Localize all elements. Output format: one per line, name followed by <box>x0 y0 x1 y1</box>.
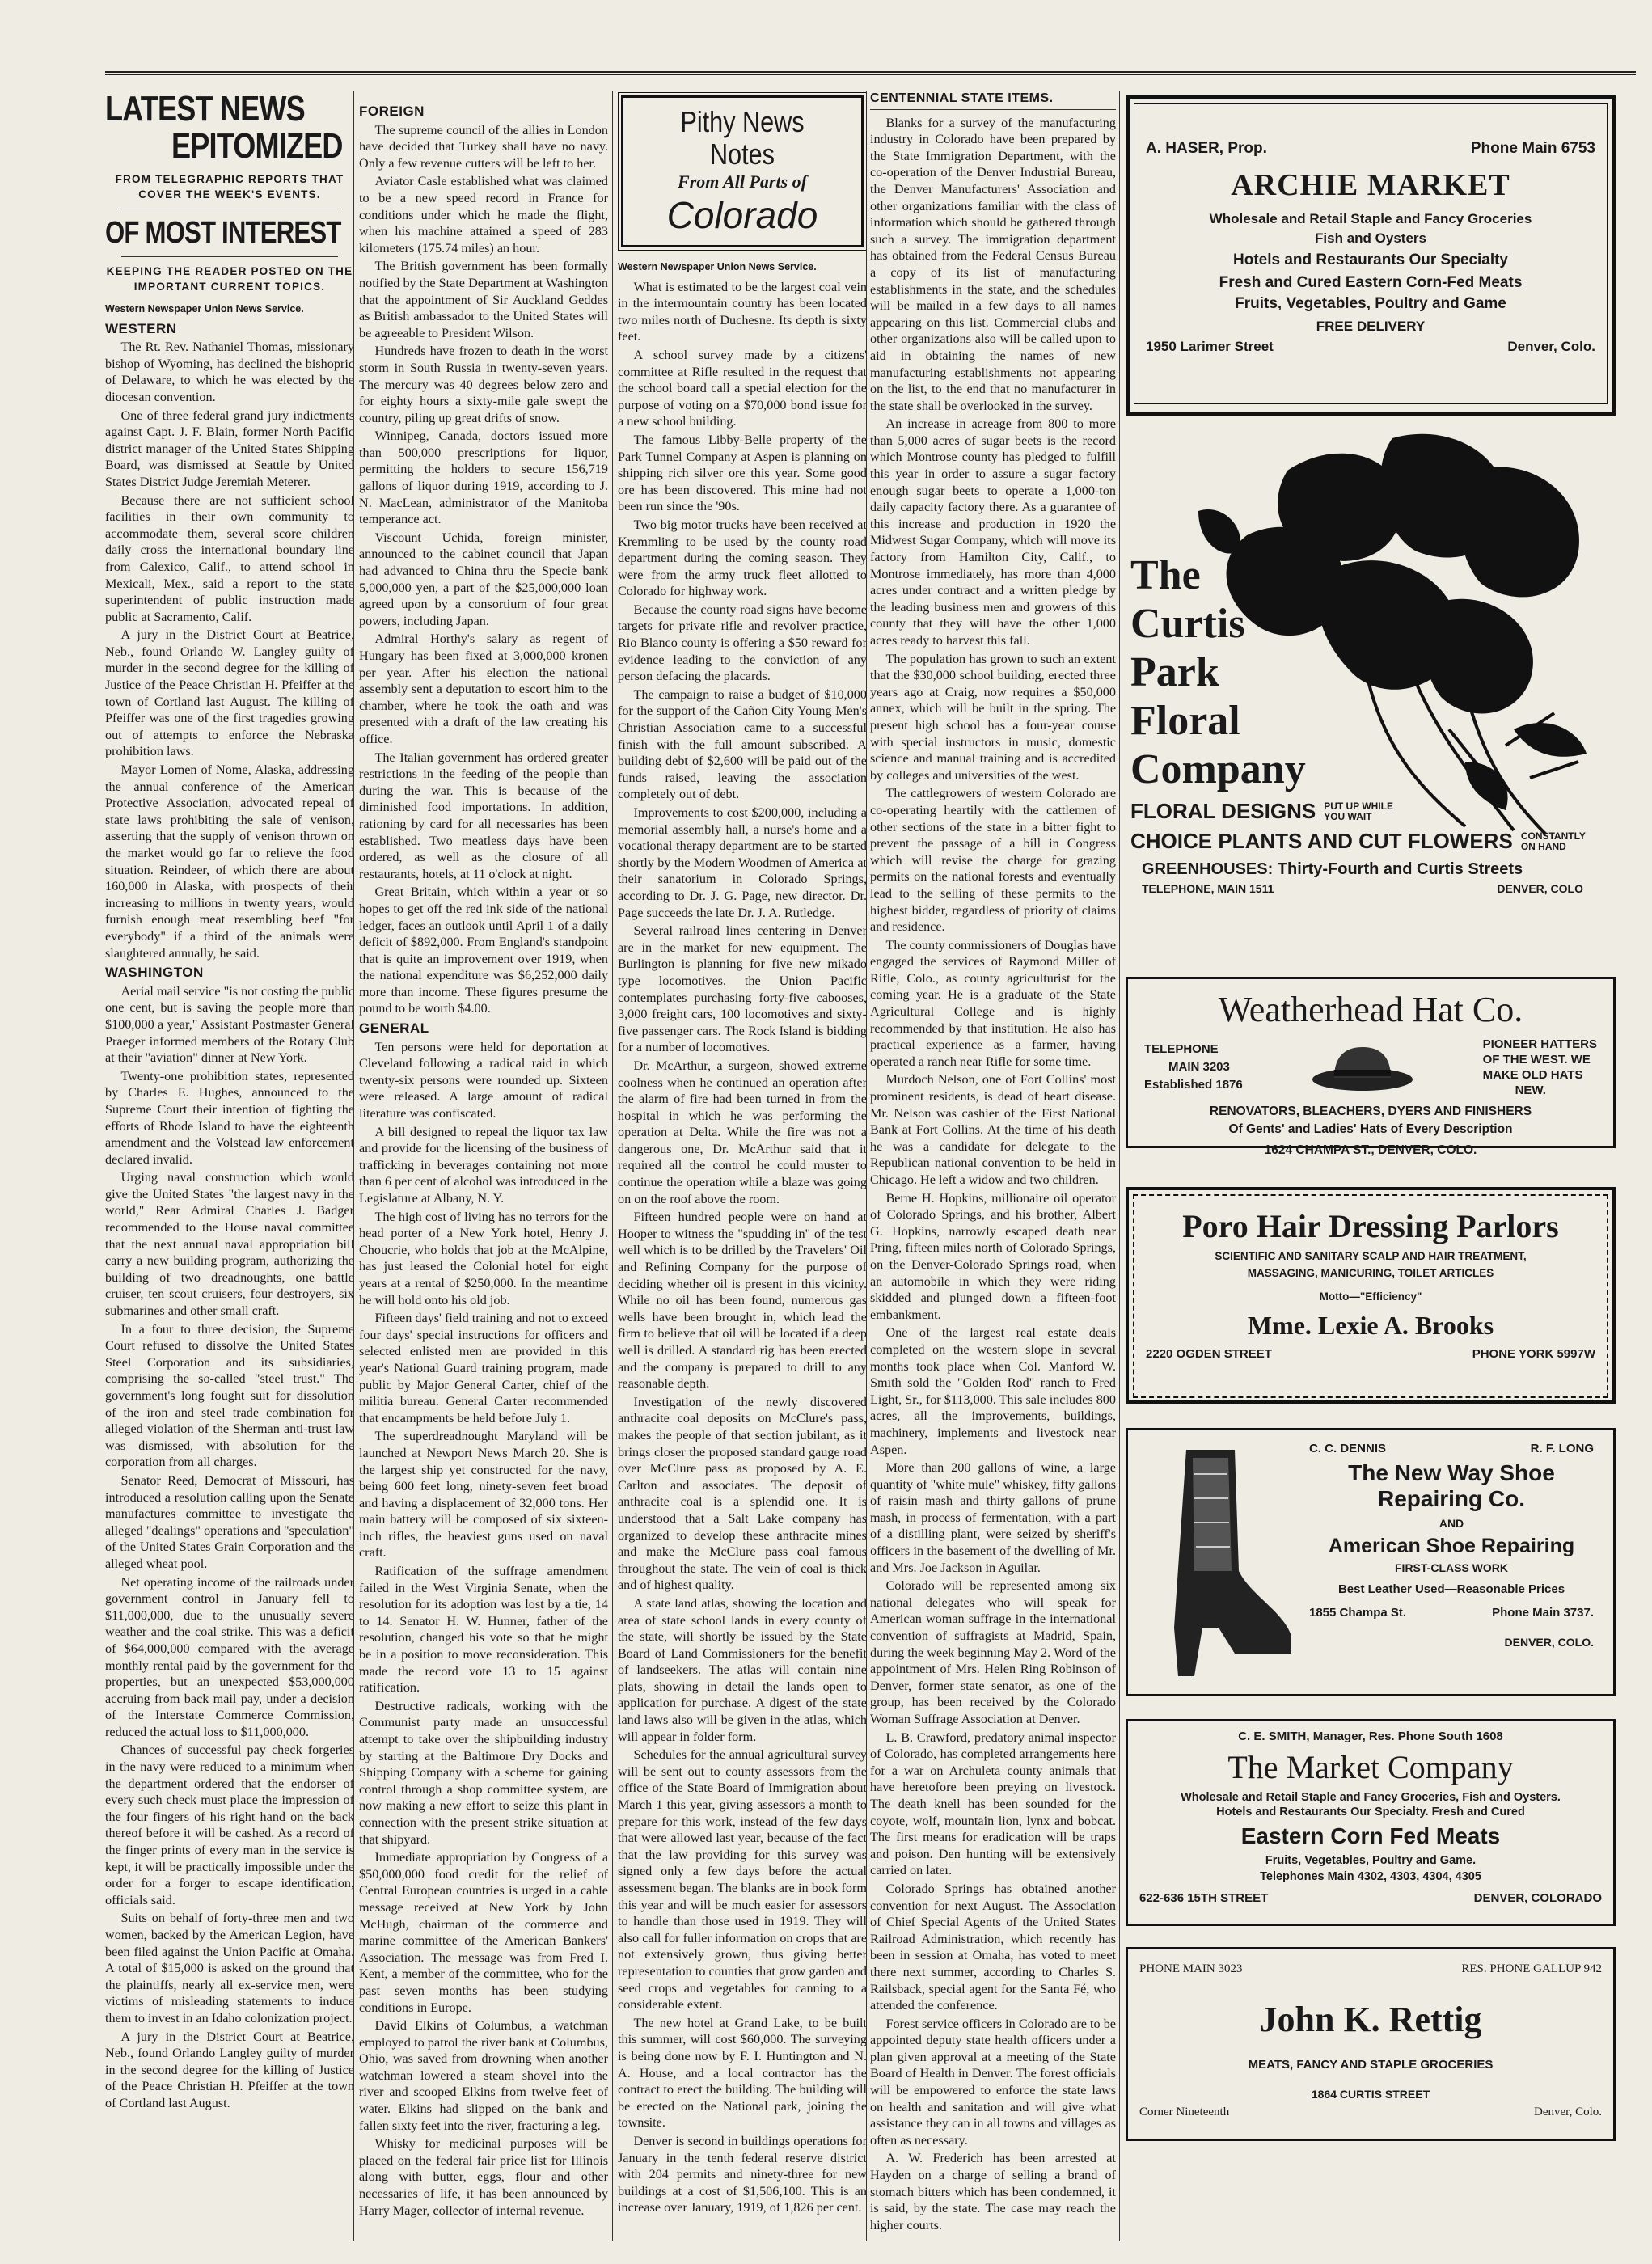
curtis-l3: Park <box>1130 649 1219 695</box>
ad-curtis-park-floral <box>1126 422 1616 949</box>
curtis-telephone: TELEPHONE, MAIN 1511 <box>1142 882 1274 895</box>
article-paragraph: Urging naval construction which would give the United States "the largest navy in the world," Rear Admiral Charles J. Badger recommended to the House naval committee that the next annual naval appropriation bill carry a new building program, authorizing the building of two dreadnoughts, one battle cruiser, ten scout cruisers, four destroyers, six submarines and other small craft. <box>105 1170 354 1319</box>
ad-shoe-repair <box>1126 1428 1616 1696</box>
column-rule <box>866 91 867 2241</box>
market-city: DENVER, COLORADO <box>1473 1891 1602 1905</box>
rettig-phone: PHONE MAIN 3023 <box>1139 1962 1243 1975</box>
pithy-articles <box>618 279 867 2216</box>
column-foreign-general <box>359 91 608 2241</box>
poro-name: Poro Hair Dressing Parlors <box>1182 1208 1559 1244</box>
pithy-news-box <box>621 95 864 247</box>
article-paragraph: Berne H. Hopkins, millionaire oil operator of Colorado Springs, and his brother, Albert G. Hopkins, narrowly escaped death near Pring, fifteen miles north of Colorado Springs, on the Denver-Colorado Springs road, when an automobile in which they were riding skidded and plunged down a fifteen-foot embankment. <box>870 1190 1116 1322</box>
article-paragraph: The population has grown to such an extent that the $30,000 school building, erected three years ago at Craig, now requires a $50,000 annex, which will be built in the spring. The present high school has a four-year course with special instructors in music, domestic science and manual training and is accredited by colleges and universities of the west. <box>870 651 1116 783</box>
poro-line2: MASSAGING, MANICURING, TOILET ARTICLES <box>1247 1267 1494 1279</box>
subheading-telegraphic: FROM TELEGRAPHIC REPORTS THAT COVER THE WEEK'S EVENTS. <box>115 173 344 201</box>
market-line3: Fruits, Vegetables, Poultry and Game. <box>1265 1854 1477 1867</box>
pithy-subtitle: From All Parts of <box>678 171 807 192</box>
article-paragraph: Winnipeg, Canada, doctors issued more than 500,000 prescriptions for liquor, permitting the holders to secure 156,719 gallons of liquor during 1919, according to J. N. MacLean, administrator of the Manitoba temperance act. <box>359 429 608 527</box>
archie-phone: Phone Main 6753 <box>1470 140 1595 157</box>
article-paragraph: Aerial mail service "is not costing the public one cent, but is saving the people more than $100,000 a year," Assistant Postmaster General Praeger informed members of the Rotary Club at their "aviation" dinner at New York. <box>105 983 354 1066</box>
rettig-name: John K. Rettig <box>1259 2000 1482 2039</box>
shoe-address: 1855 Champa St. <box>1309 1606 1407 1620</box>
heading-most-interest: OF MOST INTEREST <box>105 216 341 250</box>
article-paragraph: One of the largest real estate deals completed on the western slope in several months took place when Col. Manford W. Smith sold the "Golden Rod" ranch to Fred Light, Sr., for $113,000. This sale includes 800 acres, all the improvements, buildings, machinery, implements and livestock near Aspen. <box>870 1325 1116 1457</box>
page-top-rule <box>105 71 1636 75</box>
article-paragraph: The high cost of living has no terrors for the head porter of a New York hotel, Henry J. Choucrie, who holds that job at the McAlpine, has just leased the Colonial hotel for eight years at a rental of $250,000. In the meantime he will hold onto his old job. <box>359 1209 608 1307</box>
article-paragraph: Net operating income of the railroads under government control in January fell to $11,000,000, due to the unusually severe weather and the coal strike. This was a deficit of $64,000,000 compared with the average monthly rental paid by the government for the properties, but an unexpected $53,000,000 accruing from back mail pay, under a decision of the Interstate Commerce Commission, reduced the actual loss to $11,000,000. <box>105 1574 354 1739</box>
curtis-l5: Company <box>1130 746 1306 792</box>
article-paragraph: Two big motor trucks have been received at Kremmling to be used by the county road department during the coming season. They were from the army truck fleet allotted to Colorado for highway work. <box>618 517 867 599</box>
column-pithy-news <box>618 91 867 2241</box>
curtis-l1: The <box>1130 552 1201 598</box>
shoe-city: DENVER, COLO. <box>1504 1636 1594 1649</box>
weatherhead-right1: PIONEER HATTERS <box>1482 1037 1597 1051</box>
shoe-name2: Repairing Co. <box>1377 1486 1525 1511</box>
curtis-city: DENVER, COLO <box>1497 882 1583 895</box>
divider <box>121 256 338 257</box>
ad-john-rettig <box>1126 1947 1616 2141</box>
curtis-footer <box>1126 799 1616 895</box>
article-paragraph: Suits on behalf of forty-three men and two women, backed by the American Legion, have been filed against the Union Pacific at Omaha. A total of $15,000 is asked on the ground that the plaintiffs, nearly all ex-service men, were victims of misleading statements to induce them to invest in an Idaho colonization project. <box>105 1911 354 2025</box>
curtis-l4: Floral <box>1130 698 1240 744</box>
article-paragraph: Fifteen hundred people were on hand at Hooper to witness the "spudding in" of the test well which is to be drilled by the Travelers' Oil and Refining Company for the purpose of deciding whether oil is present in this vicinity. While no oil has been found, numerous gas wells have been brought in, which lead the firm to believe that oil will be located if a deep well is drilled. A standard rig has been erected and the company is prepared to drill to any reasonable depth. <box>618 1210 867 1392</box>
article-paragraph: Great Britain, which within a year or so hopes to get off the red ink side of the national ledger, faces an outlook until April 1 of a daily deficit of $892,000. From England's standpoint that is quite an improvement over 1919, when the national expenditure was $6,252,000 daily more than income. These figures presume the pound to be worth $4.00. <box>359 885 608 1016</box>
article-paragraph: Chances of successful pay check forgeries in the navy were reduced to a minimum when the department ordered that the endorser of every such check must place the impression of the four fingers of his right hand on the back thereof before it will be cashed. As a record of the finger prints of every man in the service is kept, it will be practically impossible under the order for a forger to escape identification, officials said. <box>105 1742 354 1907</box>
ad-market-company <box>1126 1719 1616 1926</box>
poro-line1: SCIENTIFIC AND SANITARY SCALP AND HAIR TREATMENT, <box>1215 1250 1527 1262</box>
shoe-phone: Phone Main 3737. <box>1492 1606 1594 1620</box>
weatherhead-address: 1624 CHAMPA ST., DENVER, COLO. <box>1264 1143 1477 1157</box>
shoe-name3: American Shoe Repairing <box>1328 1535 1575 1557</box>
article-paragraph: In a four to three decision, the Supreme Court refused to dissolve the United States Steel Corporation and its subsidiaries, comprising the so-called "steel trust." The government's long fought suit for dissolution of the iron and steel trade combination for alleged violation of the Sherman anti-trust law was dismissed, with absolution for the corporation from all charges. <box>105 1321 354 1470</box>
article-paragraph: What is estimated to be the largest coal vein in the intermountain country has been located two miles north of Duchesne. Its depth is sixty feet. <box>618 279 867 344</box>
article-paragraph: Dr. McArthur, a surgeon, showed extreme coolness when he continued an operation after the alarm of fire had been turned in from the hospital in which he was performing the operation at Delta. While the fire was not a dangerous one, Dr. McArthur said that it required all the control he could muster to continue the operation while a blaze was going on on the roof above the room. <box>618 1058 867 1206</box>
article-paragraph: Viscount Uchida, foreign minister, announced to the cabinet council that Japan had advanced to China thru the Specie bank 5,000,000 yen, a part of the $25,000,000 loan agreed upon by a consortium of four great powers, including Japan. <box>359 530 608 628</box>
heading-epitomized: EPITOMIZED <box>171 126 343 166</box>
article-paragraph: A jury in the District Court at Beatrice, Neb., found Orlando W. Langley guilty of murder in the second degree for the killing of Justice of the Peace Christian H. Pfeiffer at the town of Cortland last August. The killing of Pfeiffer was one of the first tragedies growing out of attempts to enforce the Nebraska prohibition laws. <box>105 627 354 759</box>
article-paragraph: Murdoch Nelson, one of Fort Collins' most prominent residents, is dead of heart disease. Mr. Nelson was cashier of the First National Bank at Fort Collins. At the time of his death he was a candidate for delegate to the Republican national convention to be held in Chicago. He left a widow and two children. <box>870 1072 1116 1187</box>
archie-line5: Fruits, Vegetables, Poultry and Game <box>1235 295 1506 312</box>
byline: Western Newspaper Union News Service. <box>618 261 817 272</box>
article-paragraph: Denver is second in buildings operations for January in the tenth federal reserve district with 204 permits and ninety-three for new buildings at a cost of $1,506,100. This is an increase over January, 1919, of 1,826 per cent. <box>618 2133 867 2215</box>
weatherhead-services2: Of Gents' and Ladies' Hats of Every Description <box>1228 1122 1513 1136</box>
archie-address: 1950 Larimer Street <box>1146 339 1274 354</box>
western-articles <box>105 339 354 961</box>
article-paragraph: Schedules for the annual agricultural survey will be sent out to county assessors from the office of the State Board of Immigration about March 1 this year, giving assessors a month to prepare for this work, instead of the few days that were allowed last year, because of the fact that the law providing for this survey was signed only a few days before the actual assessment began. The blanks are in book form this year and will be much easier for assessors to handle than those used in 1919. They will also call for fuller information on crops that are not extensively grown, thus giving better representation to counties that grow garden and seed crops and vegetables for canning to a considerable extent. <box>618 1747 867 2013</box>
column-rule <box>1119 91 1120 2241</box>
rettig-address: 1864 CURTIS STREET <box>1311 2088 1430 2101</box>
column-latest-news <box>105 91 354 2241</box>
rettig-corner: Corner Nineteenth <box>1139 2106 1230 2118</box>
market-address: 622-636 15TH STREET <box>1139 1891 1269 1905</box>
weatherhead-services: RENOVATORS, BLEACHERS, DYERS AND FINISHERS <box>1209 1105 1532 1118</box>
article-paragraph: David Elkins of Columbus, a watchman employed to patrol the river bank at Columbus, Ohio, was saved from drowning when another watchman lowered a steam shovel into the river and scooped Elkins from twelve feet of water. Elkins had slipped on the bank and fallen sixty feet into the river, fracturing a leg. <box>359 2018 608 2133</box>
section-foreign: FOREIGN <box>359 103 425 119</box>
article-paragraph: Destructive radicals, working with the Communist party made an unsuccessful attempt to take over the shipbuilding industry by starting at the Baltimore Dry Docks and Shipping Company with a scheme for gaining control through a shop committee system, are now making a new effort to seize this plant in connection with the present strike situation at that shipyard. <box>359 1698 608 1847</box>
shoe-name1: The New Way Shoe <box>1348 1460 1555 1485</box>
article-paragraph: Colorado will be represented among six national delegates who will speak for American woman suffrage in the international convention of suffragists at Madrid, Spain, during the week beginning May 2. Word of the appointment of Mrs. Helen Ring Robinson of Denver, former state senator, as one of the group, has been received by the Colorado Woman Suffrage Association at Denver. <box>870 1578 1116 1726</box>
hat-icon <box>1310 1039 1415 1096</box>
washington-articles <box>105 983 354 2112</box>
archie-line3: Hotels and Restaurants Our Specialty <box>1233 251 1508 268</box>
shoe-and: AND <box>1439 1517 1464 1530</box>
rettig-res-phone: RES. PHONE GALLUP 942 <box>1461 1962 1602 1975</box>
article-paragraph: Senator Reed, Democrat of Missouri, has introduced a resolution calling upon the Senate manufactures committee to investigate the alleged "dealings" operations and "speculation" of the United States Grain Corporation and the alleged wheat pool. <box>105 1472 354 1571</box>
article-paragraph: An increase in acreage from 800 to more than 5,000 acres of sugar beets is the record which Montrose county has pledged to fulfill this year in order to assure a sugar factory enough sugar beets to operate a 1,000-ton daily capacity factory there. As a guarantee of this increase and production in 1920 the Midwest Sugar Company, which will move its factory from Hamilton City, Calif., to Montrose immediately, has more than 4,000 acres under contract and a written pledge by the leading business men and growers of this county that they will have the other 1,000 acres ready to harvest this fall. <box>870 416 1116 648</box>
curtis-designs-note: PUT UP WHILE YOU WAIT <box>1324 800 1393 822</box>
article-paragraph: Hundreds have frozen to death in the worst storm in South Russia in twenty-seven years. The mercury was 40 degrees below zero and for eighty hours a sixty-mile gale swept the country, piling up great drifts of snow. <box>359 344 608 425</box>
market-line2: Hotels and Restaurants Our Specialty. Fresh and Cured <box>1216 1806 1525 1818</box>
poro-phone: PHONE YORK 5997W <box>1472 1347 1595 1361</box>
article-paragraph: Because there are not sufficient school facilities in their own community to accommodate them, several score children daily cross the international boundary line from Calexico, Calif., to attend school in Mexicali, Mex., said a report to the state superintendent of public instruction made public at Sacramento, Calif. <box>105 492 354 624</box>
section-western: WESTERN <box>105 320 177 336</box>
market-meats: Eastern Corn Fed Meats <box>1240 1823 1501 1848</box>
article-paragraph: Immediate appropriation by Congress of a $50,000,000 food credit for the relief of Central European countries is urged in a cable message received at New York by John McHugh, chairman of the commerce and marine committee of the American Bankers' Association. The message was from Fred I. Kent, a member of the committee, who for the past seven months has been studying conditions in Europe. <box>359 1850 608 2015</box>
article-paragraph: Forest service officers in Colorado are to be appointed deputy state health officers under a plan given approval at a meeting of the State Board of Health in Denver. The forest officials will be empowered to enforce the state laws on health and sanitation and will give what assistance they can in all towns and villages as often as necessary. <box>870 2016 1116 2148</box>
article-paragraph: Improvements to cost $200,000, including a memorial assembly hall, a nurse's home and a vocational therapy department are to be started shortly by the Modern Woodmen of America at their sanatorium in Colorado Springs, according to Dr. J. G. Page, new director. Dr. Page succeeds the late Dr. J. A. Rutledge. <box>618 805 867 920</box>
curtis-designs: FLORAL DESIGNS <box>1130 799 1316 823</box>
article-paragraph: A. W. Frederich has been arrested at Hayden on a charge of selling a brand of stomach bitters which has been condemned, it is said, by the state. The case may reach the higher courts. <box>870 2151 1116 2232</box>
article-paragraph: The campaign to raise a budget of $10,000 for the support of the Cañon City Young Men's Christian Association came to a successful finish with the full amount subscribed. A building debt of $2,600 will be paid out of the funds raised, leaving the association completely out of debt. <box>618 686 867 802</box>
archie-name: ARCHIE MARKET <box>1231 168 1510 202</box>
weatherhead-name: Weatherhead Hat Co. <box>1218 990 1523 1029</box>
foreign-articles <box>359 122 608 1017</box>
market-phones: Telephones Main 4302, 4303, 4304, 4305 <box>1260 1870 1481 1883</box>
article-paragraph: A state land atlas, showing the location and area of state school lands in every county of the state, will shortly be issued by the State Board of Land Commissioners for the benefit of landseekers. The atlas will contain nine plats, showing in detail the lands open to application for purchase. A digest of the state land laws also will be given in the atlas, which will appear in folder form. <box>618 1595 867 1744</box>
poro-motto: Motto—"Efficiency" <box>1319 1290 1422 1303</box>
article-paragraph: The Rt. Rev. Nathaniel Thomas, missionary bishop of Wyoming, has declined the bishopric of Delaware, to which he was elected by the diocesan convention. <box>105 340 354 404</box>
curtis-greenhouses: GREENHOUSES: Thirty-Fourth and Curtis Streets <box>1142 860 1523 878</box>
article-paragraph: A bill designed to repeal the liquor tax law and provide for the licensing of the business of trafficking in beverages containing not more than 6 per cent of alcohol was introduced in the Legislature at Albany, N. Y. <box>359 1124 608 1206</box>
ad-weatherhead-hat <box>1126 977 1616 1157</box>
article-paragraph: Twenty-one prohibition states, represented by Charles E. Hughes, announced to the Supreme Court their intention of fighting the efforts of Rhode Island to have the eighteenth amendment and the Volstead law enforcement declared invalid. <box>105 1068 354 1167</box>
archie-delivery: FREE DELIVERY <box>1316 319 1426 334</box>
article-paragraph: Ten persons were held for deportation at Cleveland following a radical raid in which twenty-six persons were rounded up. Sixteen were released. A large amount of radical literature was confiscated. <box>359 1039 608 1121</box>
curtis-name-block <box>1130 551 1306 794</box>
archie-line1: Wholesale and Retail Staple and Fancy Groceries <box>1209 211 1532 226</box>
subheading-keeping-posted: KEEPING THE READER POSTED ON THE IMPORTANT CURRENT TOPICS. <box>106 265 353 293</box>
section-general: GENERAL <box>359 1020 429 1037</box>
article-paragraph: Mayor Lomen of Nome, Alaska, addressing the annual conference of the American Protective Association, advocated repeal of state laws prohibiting the sale of venison, asserting that the supply of venison thrown on the market would go far to relieve the food situation. Reindeer, of which there are about 160,000 in Alaska, with prospects of their increasing to millions in twenty years, would furnish enough meat resembling beef "for everybody" if a third of the animals were slaughtered annually, he said. <box>105 762 354 961</box>
general-articles <box>359 1039 608 2220</box>
article-paragraph: Admiral Horthy's salary as regent of Hungary has been fixed at 3,000,000 kronen per year. After his election the national assembly sent a deputation to escort him to the chamber, where he took the oath and was presented with a draft of the law creating his office. <box>359 631 608 746</box>
market-line1: Wholesale and Retail Staple and Fancy Groceries, Fish and Oysters. <box>1181 1791 1561 1804</box>
archie-line2: Fish and Oysters <box>1315 230 1426 246</box>
article-paragraph: Fifteen days' field training and not to exceed four days' special instructions for officers and selected enlisted men are provided in this year's National Guard training program, made public by Major General Carter, chief of the militia bureau. General Carter recommended that encampments be held before July 1. <box>359 1311 608 1426</box>
market-manager: C. E. SMITH, Manager, Res. Phone South 1608 <box>1238 1730 1503 1743</box>
archie-prop: A. HASER, Prop. <box>1146 140 1267 157</box>
weatherhead-right4: NEW. <box>1515 1083 1546 1097</box>
article-paragraph: Several railroad lines centering in Denver are in the market for new equipment. The Burlington is planning for five new mikado type locomotives. the Union Pacific contemplates purchasing forty-five cabooses, 3,000 freight cars, 100 locomotives and sixty-five passenger cars. The Rock Island is bidding for a number of locomotives. <box>618 923 867 1055</box>
shoe-right: R. F. LONG <box>1530 1442 1594 1455</box>
article-paragraph: The new hotel at Grand Lake, to be built this summer, will cost $60,000. The surveying is being done now by F. I. Huntington and N. A. House, and a local contractor has the contract to erect the building. The building will be erected on the National park, joining the townsite. <box>618 2015 867 2131</box>
shoe-work: FIRST-CLASS WORK <box>1395 1561 1508 1574</box>
article-paragraph: L. B. Crawford, predatory animal inspector of Colorado, has completed arrangements here for a war on Archuleta county animals that have heretofore been preying on livestock. The death knell has been sounded for the coyote, wolf, mountain lion, lynx and bobcat. The first means for eradication will be traps and poison. Den hunting will be extensively carried on later. <box>870 1730 1116 1878</box>
article-paragraph: Aviator Casle established what was claimed to be a new speed record in France for conditions under which he made the flight, when his machine attained a speed of 283 kilometers (175.74 miles) an hour. <box>359 174 608 256</box>
section-washington: WASHINGTON <box>105 965 204 981</box>
rettig-city: Denver, Colo. <box>1534 2106 1602 2118</box>
article-paragraph: The county commissioners of Douglas have engaged the services of Raymond Miller of Rifle, Colo., as county agriculturist for the coming year. He is a graduate of the State Agricultural College and is highly recommended by that institution. He also has practical experience as a farmer, having operated a ranch near Rifle for some time. <box>870 937 1116 1069</box>
pithy-title: Pithy News Notes <box>680 105 805 171</box>
centennial-articles <box>870 115 1116 2234</box>
article-paragraph: A jury in the District Court at Beatrice, Neb., found Orlando Langley guilty of murder in the second degree for the killing of Justice of the Peace Christian H. Pfeiffer at the town of Cortland last August. <box>105 2029 354 2110</box>
article-paragraph: Blanks for a survey of the manufacturing industry in Colorado have been prepared by the State Immigration Department, with the co-operation of the Denver Industrial Bureau, the Denver Manufacturers' Association and other organizations familiar with the class of information which should be gathered through such a survey. The immigration department has obtained from the Federal Census Bureau a copy of its list of manufacturing establishments in the state, and the schedules will be mailed in a few days to all names appearing on this list. Commercial clubs and other organizations also will be called upon to aid in obtaining the names of new manufacturing establishments not appearing on the list, to the end that no manufacturer in the state shall be overlooked in the survey. <box>870 115 1116 413</box>
shoe-leather: Best Leather Used—Reasonable Prices <box>1337 1582 1565 1596</box>
shoe-left: C. C. DENNIS <box>1309 1442 1387 1455</box>
weatherhead-established: Established 1876 <box>1144 1078 1243 1092</box>
ad-poro-hair <box>1126 1187 1616 1404</box>
article-paragraph: The cattlegrowers of western Colorado are co-operating heartily with the cattlemen of other sections of the state in a bitter fight to prevent the passage of a bill in Congress which will revise the charge for grazing permits on the national forests and eventually lead to the selling of these permits to the highest bidder, regardless of priority of claims and residence. <box>870 786 1116 935</box>
weatherhead-tel-label: TELEPHONE <box>1144 1042 1219 1056</box>
column-centennial <box>870 91 1116 2241</box>
market-name: The Market Company <box>1227 1749 1514 1785</box>
rettig-line1: MEATS, FANCY AND STAPLE GROCERIES <box>1248 2058 1494 2072</box>
article-paragraph: Ratification of the suffrage amendment failed in the West Virginia Senate, when the resolution for its adoption was lost by a tie, 14 to 14. Senator H. W. Hunner, father of the resolution, changed his vote so that he might be in a position to move reconsideration. This made the record vote 13 to 15 against ratification. <box>359 1564 608 1696</box>
article-paragraph: The famous Libby-Belle property of the Park Tunnel Company at Aspen is planning on shipping rich silver ore this year. Some good ore has been discovered. This mine had not been run since the '90s. <box>618 432 867 514</box>
column-rule <box>612 91 613 2241</box>
weatherhead-tel: MAIN 3203 <box>1168 1060 1230 1074</box>
weatherhead-right3: MAKE OLD HATS <box>1482 1068 1583 1082</box>
boot-icon <box>1138 1442 1299 1684</box>
article-paragraph: The supreme council of the allies in London have decided that Turkey shall have no navy. Only a few revenue cutters will be left to her. <box>359 122 608 171</box>
article-paragraph: The Italian government has ordered greater restrictions in the feeding of the people than during the war. This is because of the diminished food importations. In addition, rationing by card for all necessaries has been established. Two meatless days have been ordered, as well as the closure of all restaurants, hotels, at 11 o'clock at night. <box>359 750 608 881</box>
poro-owner: Mme. Lexie A. Brooks <box>1247 1311 1494 1340</box>
archie-line4: Fresh and Cured Eastern Corn-Fed Meats <box>1219 274 1523 291</box>
article-paragraph: The British government has been formally notified by the State Department at Washington that the appointment of Sir Auckland Geddes as British ambassador to the United States will be agreeable to President Wilson. <box>359 259 608 340</box>
article-paragraph: The superdreadnought Maryland will be launched at Newport News March 20. She is the largest ship yet constructed for the navy, being 600 feet long, ninety-seven feet broad and having a displacement of 32,000 tons. Her main battery will be composed of six sixteen-inch rifles, the heaviest guns used on naval craft. <box>359 1429 608 1561</box>
article-paragraph: Whisky for medicinal purposes will be placed on the federal fair price list for Illinois along with butter, eggs, flour and other necessaries of life, it has been announced by Harry Mager, collector of internal revenue. <box>359 2136 608 2218</box>
curtis-plants: CHOICE PLANTS AND CUT FLOWERS <box>1130 829 1513 853</box>
curtis-plants-note: CONSTANTLY ON HAND <box>1520 830 1586 852</box>
article-paragraph: Because the county road signs have become targets for private rifle and revolver practice, Rio Blanco county is offering a $50 reward for evidence leading to the conviction of any person defacing the placards. <box>618 602 867 684</box>
poro-address: 2220 OGDEN STREET <box>1146 1347 1272 1361</box>
article-paragraph: Colorado Springs has obtained another convention for next August. The Association of Chief Special Agents of the United States Railroad Administration, which recently has been in session at Omaha, has voted to meet there next summer, according to Charles S. Railsback, special agent for the Santa Fé, who attended the conference. <box>870 1881 1116 2013</box>
weatherhead-right2: OF THE WEST. WE <box>1482 1053 1591 1067</box>
heading-latest-news: LATEST NEWS <box>105 91 305 129</box>
article-paragraph: One of three federal grand jury indictments against Capt. J. F. Blain, former North Pacific district manager of the United States Shipping Board, was dismissed at Seattle by United States District Judge Jeremiah Meterer. <box>105 408 354 489</box>
article-paragraph: More than 200 gallons of wine, a large quantity of "white mule" whiskey, fifty gallons of raisin mash and thirty gallons of prune mash, in process of fermentation, with a part of a distilling plant, were seized by sheriff's officers in the basement of the dwelling of Mr. and Mrs. Joe Jackson in Aguilar. <box>870 1460 1116 1575</box>
ad-archie-market <box>1126 95 1616 416</box>
section-centennial: CENTENNIAL STATE ITEMS. <box>870 91 1116 110</box>
archie-city: Denver, Colo. <box>1507 339 1595 354</box>
article-paragraph: A school survey made by a citizens' committee at Rifle resulted in the request that the school board call a special election for the purpose of voting on a $70,000 bond issue for a new school building. <box>618 347 867 429</box>
byline: Western Newspaper Union News Service. <box>105 303 304 315</box>
article-paragraph: Investigation of the newly discovered anthracite coal deposits on McClure's pass, makes the people of that section jubilant, as it brings closer the proposed standard gauge road over McClure pass as proposed by A. E. Carlton and associates. The deposit of anthracite coal is a splendid one. It is understood that a Salt Lake company has organized to develop these anthracite mines and make the McClure pass coal famous throughout the state. The vein of coal is thick and of highest quality. <box>618 1394 867 1593</box>
column-rule <box>353 91 354 2241</box>
curtis-l2: Curtis <box>1130 601 1245 647</box>
pithy-state: Colorado <box>666 194 818 236</box>
